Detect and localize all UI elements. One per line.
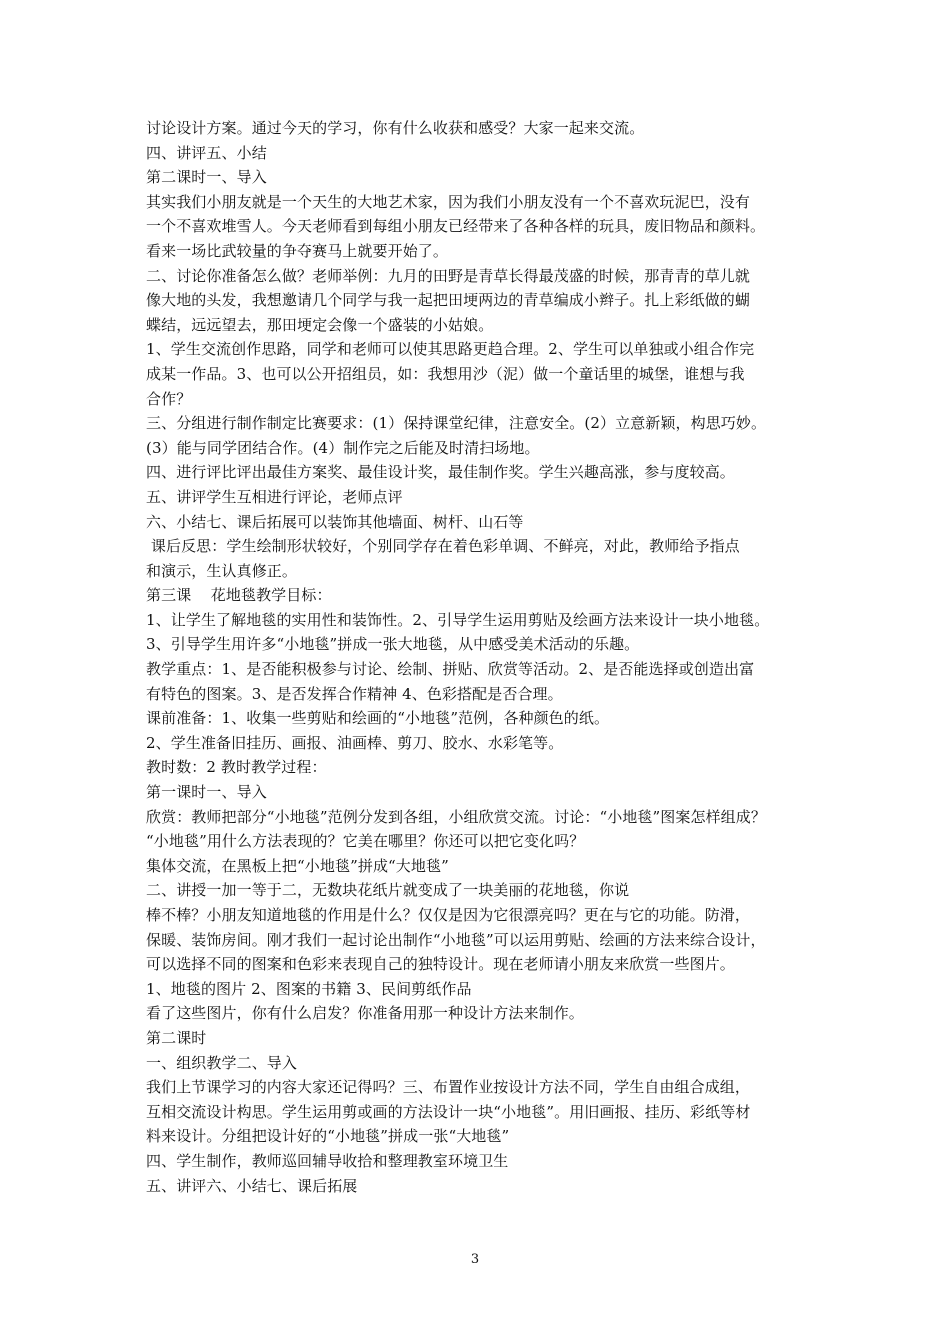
text-line: 二、讨论你准备怎么做？老师举例：九月的田野是青草长得最茂盛的时候，那青青的草儿就 [146, 266, 751, 285]
text-line: 讨论设计方案。通过今天的学习，你有什么收获和感受？大家一起来交流。 [146, 119, 645, 137]
text-line: 合作？ [146, 389, 192, 408]
text-line: 和演示，生认真修正。 [146, 561, 298, 580]
text-line: 第三课 花地毯教学目标： [146, 586, 332, 605]
text-line: 料来设计。分组把设计好的“小地毯”拼成一张“大地毯” [146, 1127, 510, 1146]
text-line: 六、小结七、课后拓展可以装饰其他墙面、树杆、山石等 [146, 512, 524, 531]
text-line: 教时数：2 教时教学过程： [146, 758, 327, 777]
text-line: 2、学生准备旧挂历、画报、油画棒、剪刀、胶水、水彩笔等。 [146, 733, 564, 752]
text-line: 教学重点：1、是否能积极参与讨论、绘制、拼贴、欣赏等活动。2、是否能选择或创造出富 [146, 660, 755, 679]
text-line: 蝶结，远远望去，那田埂定会像一个盛装的小姑娘。 [146, 315, 494, 334]
text-line: 三、分组进行制作制定比赛要求：(1）保持课堂纪律，注意安全。(2）立意新颖，构思巧妙。 [146, 414, 767, 433]
text-line: 课前准备：1、收集一些剪贴和绘画的“小地毯”范例，各种颜色的纸。 [146, 709, 610, 728]
text-line: 一个不喜欢堆雪人。今天老师看到每组小朋友已经带来了各种各样的玩具，废旧物品和颜料。 [146, 217, 766, 236]
text-line: 其实我们小朋友就是一个天生的大地艺术家，因为我们小朋友没有一个不喜欢玩泥巴，没有 [146, 192, 751, 211]
text-line: 第二课时一、导入 [146, 168, 267, 187]
text-line: 集体交流，在黑板上把“小地毯”拼成“大地毯” [146, 856, 449, 875]
text-line: 互相交流设计构思。学生运用剪或画的方法设计一块“小地毯”。用旧画报、挂历、彩纸等材 [146, 1102, 751, 1121]
text-line: 像大地的头发，我想邀请几个同学与我一起把田埂两边的青草编成小辫子。扎上彩纸做的蝴 [146, 291, 751, 310]
text-line: 棒不棒？小朋友知道地毯的作用是什么？仅仅是因为它很漂亮吗？更在与它的功能。防滑， [146, 906, 751, 924]
text-line: 1、让学生了解地毯的实用性和装饰性。2、引导学生运用剪贴及绘画方法来设计一块小地毯。 [146, 610, 770, 629]
text-line: 欣赏：教师把部分“小地毯”范例分发到各组，小组欣赏交流。讨论：“小地毯”图案怎样组成？ [146, 807, 766, 826]
text-line: 一、组织教学二、导入 [146, 1053, 298, 1072]
text-line: 可以选择不同的图案和色彩来表现自己的独特设计。现在老师请小朋友来欣赏一些图片。 [146, 955, 735, 974]
text-line: 四、学生制作，教师巡回辅导收拾和整理教室环境卫生 [146, 1151, 509, 1170]
text-line: 我们上节课学习的内容大家还记得吗？三、布置作业按设计方法不同，学生自由组合成组， [146, 1078, 751, 1097]
text-line: 四、讲评五、小结 [146, 143, 267, 162]
text-line: 有特色的图案。3、是否发挥合作精神 4、色彩搭配是否合理。 [146, 684, 563, 703]
text-line: 1、学生交流创作思路，同学和老师可以使其思路更趋合理。2、学生可以单独或小组合作完 [146, 340, 755, 359]
document-body [146, 116, 812, 1198]
text-line: 看来一场比武较量的争夺赛马上就要开始了。 [146, 241, 449, 260]
text-line: 第二课时 [146, 1028, 207, 1047]
text-line: 第一课时一、导入 [146, 783, 267, 802]
text-line: “小地毯”用什么方法表现的？它美在哪里？你还可以把它变化吗？ [146, 832, 585, 851]
text-line: 1、地毯的图片 2、图案的书籍 3、民间剪纸作品 [146, 979, 472, 998]
text-line: 成某一作品。3、也可以公开招组员，如：我想用沙（泥）做一个童话里的城堡，谁想与我 [146, 364, 745, 383]
text-line: (3）能与同学团结合作。(4）制作完之后能及时清扫场地。 [146, 438, 540, 457]
text-line: 课后反思：学生绘制形状较好，个别同学存在着色彩单调、不鲜亮，对此，教师给予指点 [146, 537, 740, 556]
text-line: 3、引导学生用许多“小地毯”拼成一张大地毯，从中感受美术活动的乐趣。 [146, 635, 640, 654]
text-line: 四、进行评比评出最佳方案奖、最佳设计奖，最佳制作奖。学生兴趣高涨，参与度较高。 [146, 463, 735, 482]
page-number: 3 [470, 1252, 480, 1267]
text-line: 五、讲评六、小结七、课后拓展 [146, 1176, 358, 1195]
text-line: 看了这些图片，你有什么启发？你准备用那一种设计方法来制作。 [146, 1004, 584, 1023]
text-line: 保暖、装饰房间。刚才我们一起讨论出制作“小地毯”可以运用剪贴、绘画的方法来综合设计， [146, 930, 766, 949]
text-line: 五、讲评学生互相进行评论，老师点评 [146, 487, 403, 506]
text-line: 二、讲授一加一等于二，无数块花纸片就变成了一块美丽的花地毯，你说 [146, 881, 630, 900]
